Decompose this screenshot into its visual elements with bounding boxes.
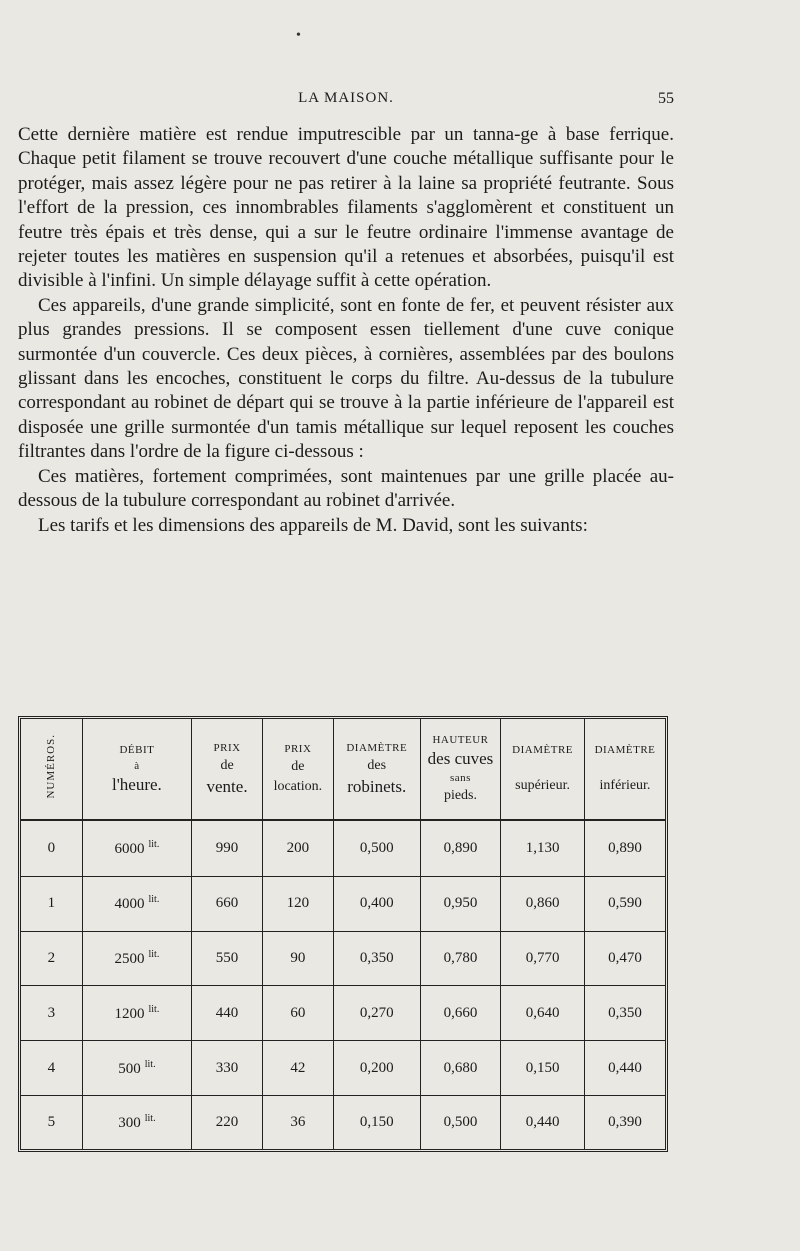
unit-label: lit. xyxy=(148,948,160,960)
unit-label: lit. xyxy=(148,1003,160,1015)
page-header xyxy=(18,90,674,112)
table-cell-robinets: 0,270 xyxy=(333,986,420,1041)
table-row xyxy=(21,1041,665,1096)
table-row xyxy=(21,876,665,931)
table-cell-sup: 1,130 xyxy=(501,820,585,876)
table-cell-debit: 500 $^{lit.}$ xyxy=(82,1041,191,1096)
table-cell-num: 2 xyxy=(21,931,82,986)
table-cell-sup: 0,150 xyxy=(501,1041,585,1096)
header-diametre-inferieur: DIAMÈTRE inférieur. xyxy=(584,719,665,820)
table-cell-vente: 990 xyxy=(192,820,263,876)
header-debit: DÉBIT à l'heure. xyxy=(82,719,191,820)
table-row xyxy=(21,820,665,876)
table-cell-debit: 1200 $^{lit.}$ xyxy=(82,986,191,1041)
table-cell-location: 36 xyxy=(262,1096,333,1149)
table-cell-location: 120 xyxy=(262,876,333,931)
table-cell-debit: 6000 $^{lit.}$ xyxy=(82,820,191,876)
table-cell-robinets: 0,500 xyxy=(333,820,420,876)
unit-label: lit. xyxy=(148,894,160,906)
header-hauteur: HAUTEUR des cuves sans pieds. xyxy=(420,719,501,820)
table-row xyxy=(21,1096,665,1149)
table-cell-vente: 220 xyxy=(192,1096,263,1149)
table-cell-sup: 0,860 xyxy=(501,876,585,931)
paragraph-4: Les tarifs et les dimensions des appareils de M. David, sont les suivants: xyxy=(38,514,588,536)
table-cell-hauteur: 0,680 xyxy=(420,1041,501,1096)
price-table xyxy=(18,716,668,1152)
header-prix-location: PRIX de location. xyxy=(262,719,333,820)
table-cell-inf: 0,890 xyxy=(584,820,665,876)
header-diametre-superieur: DIAMÈTRE supérieur. xyxy=(501,719,585,820)
table-cell-location: 90 xyxy=(262,931,333,986)
table-cell-debit: 4000 $^{lit.}$ xyxy=(82,876,191,931)
paragraph-3: Ces matières, fortement comprimées, sont maintenues par une grille placée au-dessous de la tubulure correspondant au robinet d'arrivée. xyxy=(18,465,674,512)
table-cell-inf: 0,440 xyxy=(584,1041,665,1096)
table-cell-num: 3 xyxy=(21,986,82,1041)
paragraph-1: Cette dernière matière est rendue imputrescible par un tanna-ge à base ferrique. Chaque petit filament se trouve recouvert d'une couche métallique suffisante pour le protéger, mais assez légère pour ne pas retirer à la laine sa propriété feutrante. Sous l'effort de la pression, ces innombrables filaments s'agglomèrent et constituent un feutre très épais et très dense, qui a sur le feutre ordinaire l'immense avantage de rejeter toutes les matières en suspension qu'il a retenues et absorbées, puisqu'il est divisible à l'infini. Un simple délayage suffit à cette opération. xyxy=(18,124,674,292)
table-cell-vente: 660 xyxy=(192,876,263,931)
header-numeros: NUMÉROS. xyxy=(21,719,82,820)
table-cell-hauteur: 0,950 xyxy=(420,876,501,931)
unit-label: lit. xyxy=(144,1113,156,1124)
header-diametre-robinets: DIAMÈTRE des robinets. xyxy=(333,719,420,820)
table-cell-robinets: 0,200 xyxy=(333,1041,420,1096)
table-cell-debit: 2500 $^{lit.}$ xyxy=(82,931,191,986)
table-cell-location: 42 xyxy=(262,1041,333,1096)
table-cell-sup: 0,640 xyxy=(501,986,585,1041)
table-cell-sup: 0,770 xyxy=(501,931,585,986)
table-cell-inf: 0,590 xyxy=(584,876,665,931)
table-cell-robinets: 0,400 xyxy=(333,876,420,931)
paragraph-2: Ces appareils, d'une grande simplicité, sont en fonte de fer, et peuvent résister aux plus grandes pressions. Il se composent essen tiellement d'une cuve conique surmontée d'un couvercle. Ces deux pièces, à cornières, assemblées par des boulons glissant dans les encoches, constituent le corps du filtre. Au-dessus de la tubulure correspondant au robinet de départ qui se trouve à la partie inférieure de l'appareil est disposée une grille surmontée d'un tamis métallique sur lequel reposent les couches filtrantes dans l'ordre de la figure ci-dessous : xyxy=(18,294,674,463)
table-cell-inf: 0,350 xyxy=(584,986,665,1041)
table-header-row xyxy=(21,719,665,820)
table-cell-inf: 0,390 xyxy=(584,1096,665,1149)
table-cell-vente: 550 xyxy=(192,931,263,986)
table-cell-hauteur: 0,780 xyxy=(420,931,501,986)
running-title: LA MAISON. xyxy=(298,90,394,106)
page-number: 55 xyxy=(658,90,674,107)
header-prix-vente: PRIX de vente. xyxy=(192,719,263,820)
table-row xyxy=(21,931,665,986)
ink-dot: • xyxy=(296,28,301,43)
table-cell-hauteur: 0,890 xyxy=(420,820,501,876)
table-cell-location: 60 xyxy=(262,986,333,1041)
unit-label: lit. xyxy=(144,1058,156,1070)
table-cell-location: 200 xyxy=(262,820,333,876)
table-row xyxy=(21,986,665,1041)
table-cell-sup: 0,440 xyxy=(501,1096,585,1149)
table-cell-robinets: 0,350 xyxy=(333,931,420,986)
table-cell-num: 0 xyxy=(21,820,82,876)
table-cell-num: 4 xyxy=(21,1041,82,1096)
unit-label: lit. xyxy=(148,838,160,850)
table-cell-vente: 330 xyxy=(192,1041,263,1096)
table-cell-hauteur: 0,660 xyxy=(420,986,501,1041)
table-cell-hauteur: 0,500 xyxy=(420,1096,501,1149)
body-text xyxy=(18,123,674,538)
table-cell-vente: 440 xyxy=(192,986,263,1041)
table-cell-inf: 0,470 xyxy=(584,931,665,986)
table-cell-num: 5 xyxy=(47,1114,56,1130)
table-cell-num: 1 xyxy=(21,876,82,931)
table-cell-debit: 300 $^{lit.}$ xyxy=(82,1096,191,1149)
table-cell-robinets: 0,150 xyxy=(333,1096,420,1149)
